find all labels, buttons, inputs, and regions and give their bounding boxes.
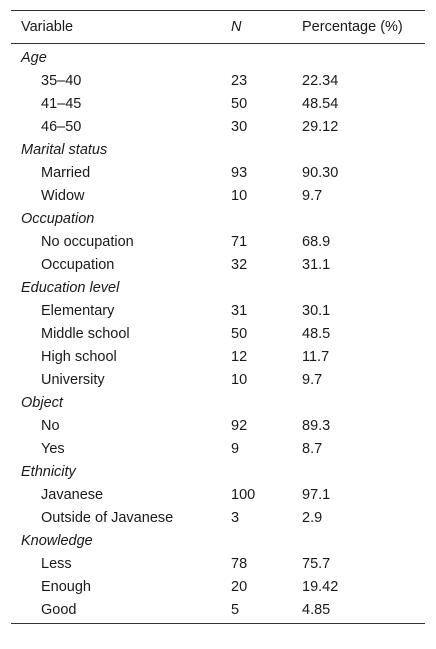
cell-percentage: 8.7 (302, 440, 323, 457)
cell-variable: Outside of Javanese (41, 509, 174, 526)
group-row (11, 44, 425, 70)
table-row (11, 69, 425, 92)
cell-variable: Occupation (41, 256, 115, 273)
group-label: Age (11, 44, 425, 70)
cell-variable: Good (41, 601, 77, 618)
table-row (11, 483, 425, 506)
group-row (11, 460, 425, 483)
table-row (11, 299, 425, 322)
cell-percentage: 4.85 (302, 601, 331, 618)
group-label: Knowledge (11, 529, 425, 552)
table-row (11, 161, 425, 184)
table-row (11, 437, 425, 460)
table-row (11, 184, 425, 207)
table-row (11, 506, 425, 529)
cell-percentage: 19.42 (302, 578, 339, 595)
table-row (11, 92, 425, 115)
cell-percentage: 97.1 (302, 486, 331, 503)
cell-n: 23 (231, 72, 248, 89)
cell-n: 20 (231, 578, 248, 595)
table-row (11, 230, 425, 253)
cell-variable: Javanese (41, 486, 104, 503)
table-row (11, 552, 425, 575)
demographics-table-container (11, 10, 425, 624)
table-row (11, 575, 425, 598)
cell-n: 71 (231, 233, 248, 250)
cell-variable: High school (41, 348, 117, 365)
group-label: Occupation (11, 207, 425, 230)
cell-n: 10 (231, 187, 248, 204)
cell-variable: Yes (41, 440, 65, 457)
cell-variable: 46–50 (41, 118, 82, 135)
group-row (11, 207, 425, 230)
group-label: Marital status (11, 138, 425, 161)
cell-percentage: 48.5 (302, 325, 331, 342)
cell-percentage: 30.1 (302, 302, 331, 319)
table-row (11, 115, 425, 138)
cell-variable: Widow (41, 187, 85, 204)
header-row (11, 11, 425, 44)
cell-variable: 41–45 (41, 95, 82, 112)
cell-n: 12 (231, 348, 248, 365)
cell-percentage: 29.12 (302, 118, 339, 135)
table-row (11, 414, 425, 437)
cell-percentage: 75.7 (302, 555, 331, 572)
cell-n: 10 (231, 371, 248, 388)
header-variable: Variable (21, 19, 74, 35)
group-row (11, 138, 425, 161)
demographics-table (11, 10, 425, 624)
group-label: Ethnicity (11, 460, 425, 483)
cell-percentage: 48.54 (302, 95, 339, 112)
cell-variable: Married (41, 164, 91, 181)
cell-n: 3 (231, 509, 240, 526)
cell-n: 92 (231, 417, 248, 434)
cell-percentage: 9.7 (302, 371, 323, 388)
cell-percentage: 2.9 (302, 509, 323, 526)
cell-variable: Middle school (41, 325, 130, 342)
table-body (11, 44, 425, 624)
group-label: Object (11, 391, 425, 414)
table-row (11, 322, 425, 345)
table-header (11, 11, 425, 44)
cell-n: 31 (231, 302, 248, 319)
cell-variable: Enough (41, 578, 91, 595)
cell-variable: No occupation (41, 233, 134, 250)
cell-variable: University (41, 371, 105, 388)
group-row (11, 276, 425, 299)
group-row (11, 529, 425, 552)
header-n: N (231, 19, 242, 35)
cell-variable: 35–40 (41, 72, 82, 89)
table-row (11, 253, 425, 276)
cell-n: 50 (231, 325, 248, 342)
cell-n: 50 (231, 95, 248, 112)
cell-percentage: 90.30 (302, 164, 339, 181)
cell-percentage: 22.34 (302, 72, 339, 89)
cell-n: 30 (231, 118, 248, 135)
cell-variable: Elementary (41, 302, 115, 319)
cell-percentage: 89.3 (302, 417, 331, 434)
table-row (11, 345, 425, 368)
table-footer-rule (11, 624, 425, 625)
group-label: Education level (11, 276, 425, 299)
group-row (11, 391, 425, 414)
table-row (11, 368, 425, 391)
header-percentage: Percentage (%) (302, 19, 403, 35)
cell-n: 32 (231, 256, 248, 273)
cell-n: 100 (231, 486, 256, 503)
cell-variable: Less (41, 555, 72, 572)
table-row (11, 598, 425, 624)
cell-n: 93 (231, 164, 248, 181)
cell-n: 78 (231, 555, 248, 572)
cell-variable: No (41, 417, 60, 434)
cell-n: 5 (231, 601, 240, 618)
cell-percentage: 11.7 (302, 348, 330, 365)
cell-percentage: 68.9 (302, 233, 331, 250)
cell-percentage: 31.1 (302, 256, 331, 273)
cell-n: 9 (231, 440, 240, 457)
cell-percentage: 9.7 (302, 187, 323, 204)
